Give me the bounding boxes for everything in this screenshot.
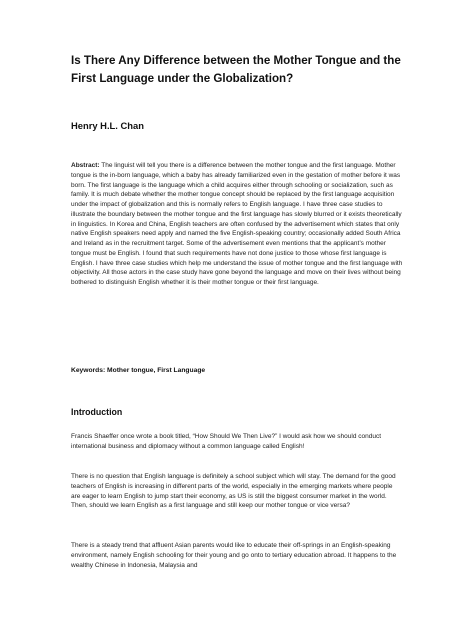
body-paragraph: There is no question that English language is definitely a school subject which will stay. The demand for the good teachers of English is increasing in different parts of the world, especially in the emerging markets where people are eager to learn English to jump start their economy, as US is still the biggest consumer market in the world. Then, should we learn English as a first language and still keep our mother tongue or vice versa?	[71, 473, 396, 510]
abstract-text: The linguist will tell you there is a difference between the mother tongue and the first language. Mother tongue is the in-born language, which a baby has already familiarized even in the gestation of mother before it was born. The first language is the language which a child acquires either through schooling or socialization, such as family. It is much debate whether the mother tongue concept should be replaced by the first language acquisition under the impact of globalization and this is normally refers to English language. I have three case studies to illustrate the boundary between the mother tongue and the first language has slowly blurred or it exists theoretically in linguistics. In Korea and China, English teachers are often confused by the advertisement which states that only native English speakers need apply and named the five English-speaking country; occasionally added South Africa and Ireland as in the recruitment target. Some of the advertisement even mentions that the applicant’s mother tongue must be English. I found that such requirements have not done justice to those whose first language is English. I have three case studies which help me understand the issue of mother tongue and the first language with objectivity. All those actors in the case study have gone beyond the language and move on their lives without being bothered to distinguish English whether it is their mother tongue or their first language.	[71, 162, 403, 286]
keywords-line: Keywords: Mother tongue, First Language	[71, 367, 206, 374]
paper-title: Is There Any Difference between the Mother Tongue and the First Language under the Globalization?	[71, 54, 401, 85]
abstract-paragraph	[71, 161, 403, 288]
abstract-label: Abstract:	[71, 162, 100, 169]
author-name: Henry H.L. Chan	[71, 120, 144, 131]
body-paragraph: There is a steady trend that affluent Asian parents would like to educate their off-springs in an English-speaking environment, namely English schooling for their young and go onto to tertiary education abroad. It happens to the wealthy Chinese in Indonesia, Malaysia and	[71, 542, 397, 569]
section-heading-introduction: Introduction	[71, 407, 123, 417]
body-paragraph: Francis Shaeffer once wrote a book titled, “How Should We Then Live?” I would ask how we should conduct international business and diplomacy without a common language called English!	[71, 433, 382, 450]
